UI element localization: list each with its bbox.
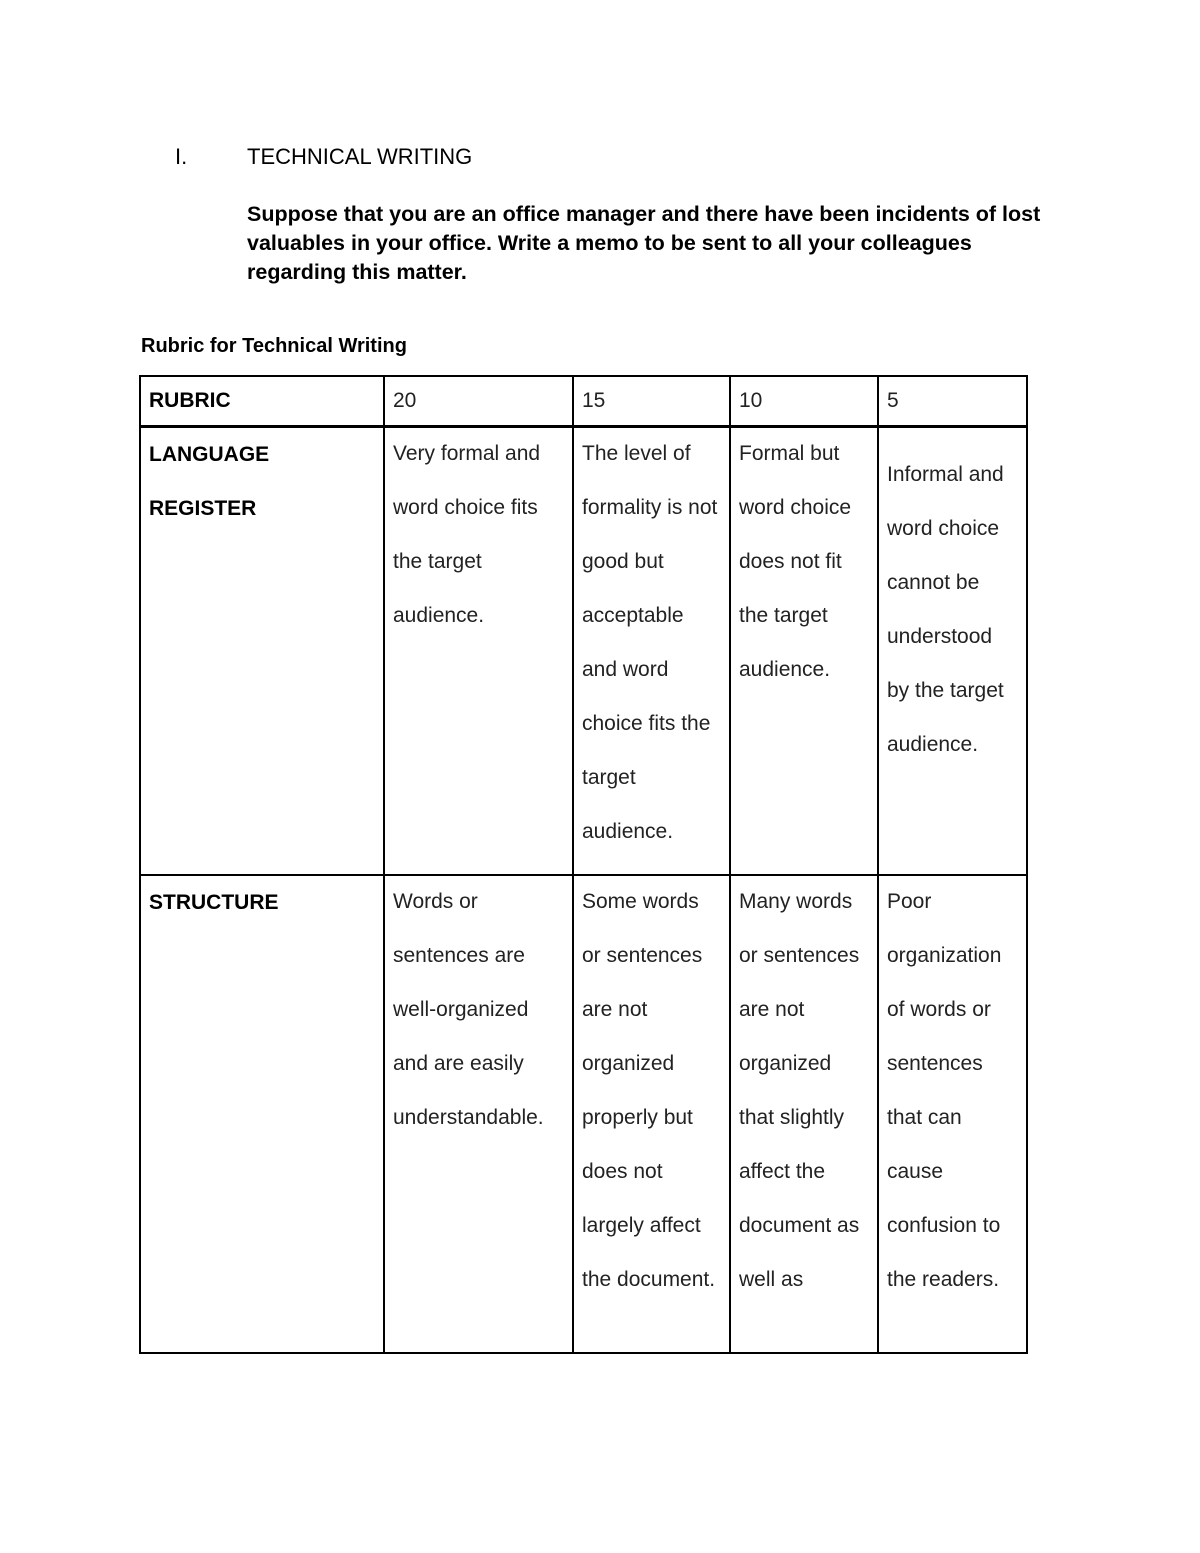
cell-text: Very formal and word choice fits the target audience. xyxy=(393,442,541,627)
table-row xyxy=(140,875,1027,1353)
cell-text: Formal but word choice does not fit the target audience. xyxy=(739,442,852,681)
cell-language-5 xyxy=(878,427,1027,876)
criterion-structure xyxy=(140,875,384,1353)
header-score-5: 5 xyxy=(878,376,1027,427)
cell-structure-5 xyxy=(878,875,1027,1353)
criterion-language-register xyxy=(140,427,384,876)
section-title: TECHNICAL WRITING xyxy=(247,144,473,169)
cell-structure-10 xyxy=(730,875,878,1353)
cell-structure-20 xyxy=(384,875,573,1353)
cell-text: Words or sentences are well-organized and are easily understandable. xyxy=(393,890,544,1129)
cell-structure-15 xyxy=(573,875,730,1353)
cell-text: Informal and word choice cannot be understood by the target audience. xyxy=(887,463,1004,756)
assignment-prompt: Suppose that you are an office manager and there have been incidents of lost valuables in your office. Write a memo to be sent to all your colleagues regarding this matter. xyxy=(247,202,1041,284)
cell-language-15 xyxy=(573,427,730,876)
header-rubric: RUBRIC xyxy=(140,376,384,427)
cell-language-20 xyxy=(384,427,573,876)
section-number: I. xyxy=(175,144,188,169)
cell-text: Poor organization of words or sentences that can cause confusion to the readers. xyxy=(887,890,1002,1291)
cell-language-10 xyxy=(730,427,878,876)
table-row xyxy=(140,427,1027,876)
criterion-line: LANGUAGE xyxy=(149,443,270,466)
rubric-header-row xyxy=(140,376,1027,427)
cell-text: The level of formality is not good but acceptable and word choice fits the target audience. xyxy=(582,442,718,843)
header-score-10: 10 xyxy=(730,376,878,427)
rubric-caption: Rubric for Technical Writing xyxy=(141,335,407,357)
cell-text: Many words or sentences are not organized that slightly affect the document as well as xyxy=(739,890,860,1291)
cell-text: Some words or sentences are not organized properly but does not largely affect the document. xyxy=(582,890,716,1291)
criterion-line: REGISTER xyxy=(149,497,257,520)
rubric-table xyxy=(139,375,1028,1354)
header-score-15: 15 xyxy=(573,376,730,427)
header-score-20: 20 xyxy=(384,376,573,427)
criterion-line: STRUCTURE xyxy=(149,891,279,914)
